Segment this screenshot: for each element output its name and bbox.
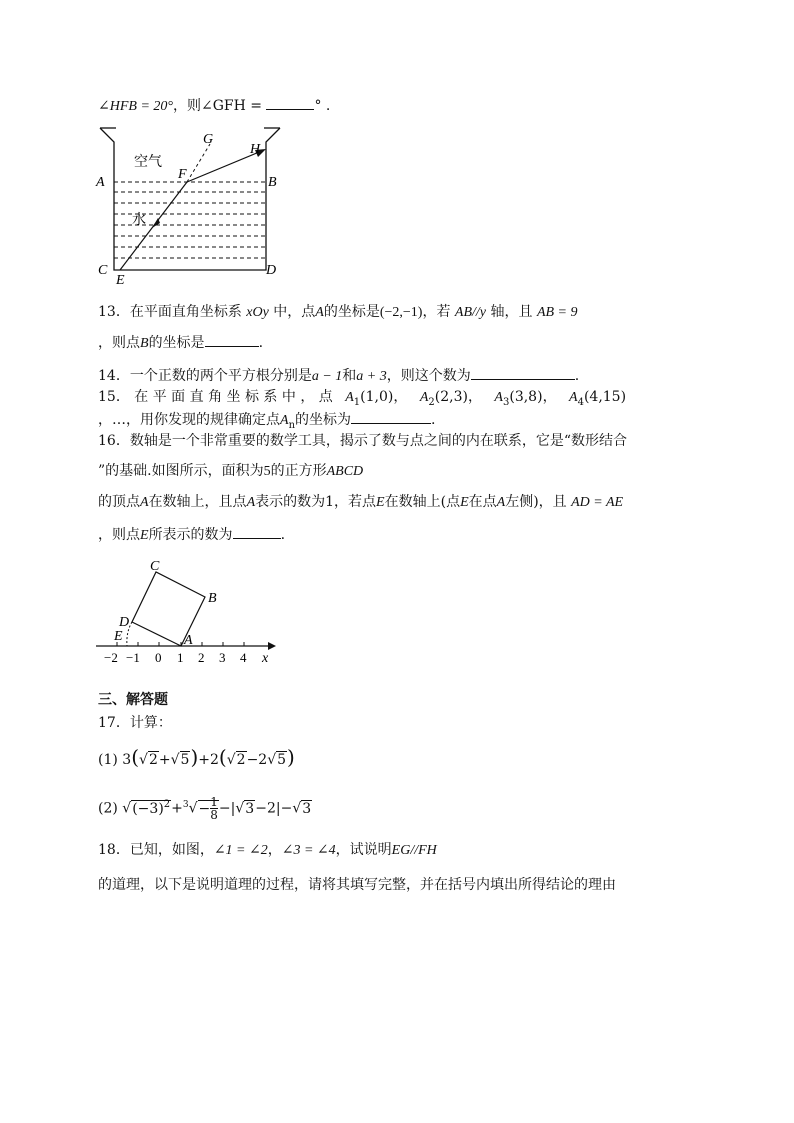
label-C: C [150,559,160,574]
q14-and: 和 [342,368,357,384]
q15-an-sub: n [288,420,296,431]
label-E: E [116,273,125,286]
q17-p1-minus: −2 [246,752,268,768]
q17-p2-den: 8 [210,808,218,822]
q16-text-b: ”的基础.如图所示，面积为 [98,463,264,479]
q16-t9: 所表示的数为 [148,527,233,543]
q15-text-b: ，…，用你发现的规律确定点 [98,412,280,428]
label-B: B [268,175,277,190]
q13-point-b: B [140,336,149,351]
q16-t4: ，若点 [334,494,377,510]
q17-p2-abs-a: −| [218,800,236,817]
q15-an: A [280,413,289,428]
q17-p1-coef1: 3 [122,752,132,768]
q14-expr1: a − 1 [311,369,343,384]
q13-text-g: 的坐标是 [148,335,205,351]
q16-end: . [280,527,286,543]
label-C: C [98,263,108,278]
q17-p2-exp: 2 [163,798,171,810]
q13-text-d: ，若 [422,304,451,320]
label-water: 水 [132,213,146,228]
q12-line: ∠HFB = 20°，则∠GFH = ° . [98,98,331,114]
label-B: B [208,591,217,606]
tick-label-neg2: −2 [104,650,118,665]
q17-p2-abs-b: −2|− [255,800,293,817]
square-abcd [132,572,205,646]
q12-answer-blank[interactable] [266,96,314,110]
q16-e3: E [140,528,149,543]
q14-end: . [574,368,580,384]
label-G: G [203,132,214,147]
ray-fg-dashed [187,144,210,182]
q18-text-a: 18．已知，如图， [98,842,214,858]
q15-a2-sub: 2 [428,397,435,408]
q12-angle-hfb: ∠HFB = 20° [98,99,173,114]
q16-figure [92,556,282,668]
q17-p2-rad3: 3 [245,800,255,817]
label-F: F [178,167,187,182]
q15-a4-coord: (4,15) [583,389,627,405]
q14-answer-blank[interactable] [471,366,575,380]
q18-text-b: ，试说明 [335,842,392,858]
tick-label-0: 0 [155,650,162,665]
q15-a1-sub: 1 [353,397,361,408]
label-A: A [184,633,193,648]
q17-p2-inner: (−3) [132,800,164,817]
q16-line4 [98,525,285,545]
q15-end: . [431,412,436,428]
q18-line1 [98,841,437,860]
q16-line3 [98,493,623,512]
q16-ad-ae: AD = AE [571,495,624,510]
q16-a1: A [140,495,149,510]
q13-text-c: 的坐标是 [323,304,380,320]
q14-text-b: ，则这个数为 [386,368,471,384]
tick-label-4: 4 [240,650,247,665]
q15-a3-coord: (3,8) [509,389,543,405]
q15-a4-sub: 4 [577,397,584,408]
q15-a1-coord: (1,0) [360,389,394,405]
q13-ab-eq: AB = 9 [536,305,578,320]
q16-area: 5 [263,464,271,479]
q17-part2: (2) $√(-3)^2+^3√-$ $\frac{1}{8}$ −|√3−2|−√3 [98,795,312,822]
label-D: D [266,263,277,278]
q13-line1 [98,303,578,322]
axis-arrow [268,642,276,650]
tick-label-2: 2 [198,650,205,665]
q13-coord: (−2,−1) [379,305,423,320]
q12-unit: ° [314,98,322,114]
q16-one: 1 [325,494,335,510]
q17-p1-rad2: 5 [180,752,190,768]
label-D: D [119,615,130,630]
q16-t5: 在数轴上(点 [384,494,461,510]
q13-text-a: 13．在平面直角坐标系 [98,304,242,320]
q17-p1-rad4: 5 [277,752,287,768]
label-air: 空气 [134,155,162,170]
q17-p2-plus: + [171,800,183,817]
q15-a2: A [419,390,429,405]
q17-p1-plus: + [158,752,171,768]
q16-e1: E [376,495,385,510]
q18-eq1: ∠1 = ∠2 [213,843,268,858]
q13-text-f: ，则点 [98,335,140,351]
q16-a2: A [246,495,256,510]
q17-p2-cbrt-index: 3 [182,799,189,810]
q17-p1-rad3: 2 [236,752,246,768]
q16-t7: 左侧)，且 [505,494,567,510]
q13-end: . [258,335,264,351]
label-E: E [114,629,123,644]
q15-text-c: 的坐标为 [295,412,352,428]
q14-line [98,366,579,386]
q18-sep: ， [267,842,282,858]
q18-eq2: ∠3 = ∠4 [281,843,336,858]
q12-text: ，则∠GFH = [173,98,263,114]
q15-sep: ， [467,389,482,405]
q17-p1-plus2: +2 [198,752,219,768]
q13-text-e: 轴，且 [490,304,533,320]
q15-line2 [98,410,435,431]
label-x: x [262,651,269,666]
q15-a4: A [569,390,578,405]
q13-xoy: xOy [246,305,269,320]
q16-abcd: ABCD [326,464,364,479]
q15-a2-coord: (2,3) [434,389,468,405]
q16-answer-blank[interactable] [233,525,281,539]
q17-p1-rad1: 2 [148,752,158,768]
q17-part1-label: (1) [98,752,118,768]
q15-answer-blank[interactable] [351,410,431,424]
q13-text-b: 中，点 [273,304,316,320]
section-3-title: 三、解答题 [98,692,168,708]
q15-sep: ， [542,389,557,405]
q15-text-a: 15． 在 平 面 直 角 坐 标 系 中 ， 点 [98,389,333,405]
tick-label-1: 1 [177,650,184,665]
q16-a3: A [496,495,506,510]
q17-title: 17．计算： [98,715,172,731]
q13-answer-blank[interactable] [205,333,259,347]
q15-a3-sub: 3 [502,397,510,408]
q13-ab-parallel: AB//y [454,305,487,320]
q16-text-c: 的正方形 [270,463,327,479]
q17-p2-num: 1 [210,795,218,809]
q18-eg-parallel: EG//FH [391,843,437,858]
q13-line2 [98,333,263,353]
q17-p2-rad3b: 3 [302,800,312,817]
q17-p2-frac-sign: − [198,800,211,817]
tick-label-neg1: −1 [126,650,140,665]
tick-label-3: 3 [219,650,226,665]
q16-text-a: 16．数轴是一个非常重要的数学工具，揭示了数与点之间的内在联系，它是“数形结合 [98,433,627,449]
q16-t2: 在数轴上，且点 [148,494,247,510]
q17-part2-label: (2) [98,800,118,817]
q16-e2: E [460,495,469,510]
q16-line1 [98,432,627,450]
q16-t6: 在点 [468,494,497,510]
q16-line2 [98,462,363,481]
q14-text-a: 14．一个正数的两个平方根分别是 [98,368,312,384]
q18-line2: 的道理，以下是说明道理的过程，请将其填写完整，并在括号内填出所得结论的理由 [98,877,616,893]
label-A: A [96,175,105,190]
q12-figure [92,122,292,286]
label-H: H [250,142,261,157]
q13-point-a: A [315,305,324,320]
q16-t3: 表示的数为 [255,494,326,510]
q15-line1 [98,388,626,408]
q16-t1: 的顶点 [98,494,140,510]
q16-t8: ，则点 [98,527,140,543]
q17-part1: (1) 3(√2+√5)+2(√2−2√5) [98,745,295,769]
q15-a3: A [494,390,503,405]
q15-sep: ， [393,389,408,405]
q14-expr2: a + 3 [356,369,387,384]
q15-a1: A [345,390,354,405]
